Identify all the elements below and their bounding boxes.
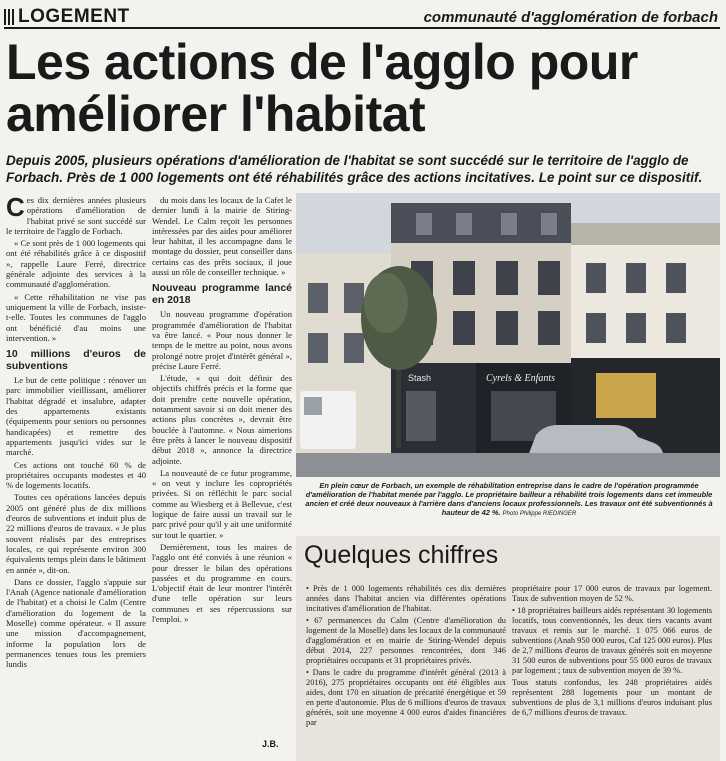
- paragraph: Dernièrement, tous les maires de l'agglo ont été conviés à une réunion « pour dresser le bilan des opérations passées et du programme en cours. L'objectif était de leur montrer l'intérêt d'une telle opération sur leurs communes et ses répercussions sur l'emploi. »: [152, 541, 292, 624]
- figure-item: propriétaire pour 17 000 euros de travaux par logement. Taux de subvention moyen de 52 %.: [512, 584, 712, 603]
- locale-label: communauté d'agglomération de forbach: [423, 9, 718, 26]
- rubric-marker: [4, 9, 14, 25]
- header-rule: [4, 27, 720, 29]
- paragraph: Ces dix dernières années plusieurs opérations d'amélioration de l'habitat privé se sont succédé sur le territoire de l'agglo de Forbach.: [6, 195, 146, 236]
- section-header: [4, 6, 720, 28]
- paragraph: Toutes ces opérations lancées depuis 2005 ont généré plus de dix millions d'euros de subventions et induit plus de 22 millions d'euros de travaux. « Je plus souvent réalisés par des entreprises locales, ce qui représente environ 300 équivalents temps plein dans le bâtiment en année », dit-on.: [6, 492, 146, 575]
- paragraph: Un nouveau programme d'opération programmée d'amélioration de l'habitat va être lancé. « Pour nous donner le temps de le mettre au point, nous avons prolongé notre projet d'intérêt général », précise Laure Ferré.: [152, 309, 292, 371]
- figure-item: • 67 permanences du Calm (Centre d'amélioration du logement de la Moselle) dans les locaux de la communauté d'agglomération et en mairie de Stiring-Wendel depuis début 2014, 227 personnes rencontrées, dont 346 propriétaires occupants et 31 propriétaires privés.: [306, 616, 506, 665]
- drop-cap: C: [6, 195, 25, 222]
- article-headline: Les actions de l'agglo pour améliorer l'habitat: [6, 34, 638, 142]
- building-illustration: [296, 193, 720, 477]
- paragraph: « Cette réhabilitation ne vise pas uniquement la ville de Forbach, insiste-t-elle. Toutes les communes de l'agglo ont bénéficié d'au moins une intervention. »: [6, 291, 146, 343]
- figure-item: Tous statuts confondus, les 248 propriétaires aidés représentent 288 logements pour un montant de subventions de plus de 3,1 millions d'euros induisant plus de 6,7 millions d'euros de travaux.: [512, 678, 712, 717]
- photo-caption: En plein cœur de Forbach, un exemple de réhabilitation entreprise dans le cadre de l'opération programmée d'amélioration de l'habitat menée par l'agglo. Le propriétaire bailleur a réhabilité trois logements dans cet immeuble ancien et créé deux nouveaux à l'arrière dans d'anciens locaux professionnels. Les travaux ont été subventionnés à hauteur de 42 %. Photo Philippe RIEDINGER: [305, 481, 713, 517]
- paragraph: L'étude, « qui doit définir des objectifs chiffrés précis et la forme que doit prendre cette nouvelle opération, notamment savoir si on doit mener des actions plus concrètes », devrait être bouclée à l'automne. « Nous aimerions être prêts à lancer le nouveau dispositif début 2018 », annonce la directrice adjointe.: [152, 373, 292, 466]
- figure-item: • Dans le cadre du programme d'intérêt général (2013 à 2016), 275 propriétaires occupants ont été éligibles aux aides, dont 170 en situation de précarité énergétique et 59 en perte d'autonomie. Plus de 6 millions d'euros de travaux générés, soit une moyenne 4 000 euros d'aides financières par: [306, 668, 506, 727]
- article-lede: Depuis 2005, plusieurs opérations d'amélioration de l'habitat se sont succédé sur le territoire de l'agglo de Forbach. Près de 1 000 logements ont été réhabilités grâce des actions incitatives. Le point sur ce dispositif.: [6, 153, 703, 185]
- key-figures-column-1: [306, 584, 506, 760]
- figure-item: • Près de 1 000 logements réhabilités ces dix dernières années dans l'habitat ancien via différentes opérations incitatives d'amélioration de l'habitat.: [306, 584, 506, 613]
- key-figures-box: [296, 536, 720, 761]
- article-column-2: [152, 195, 292, 751]
- key-figures-title: Quelques chiffres: [304, 541, 499, 569]
- figure-item: • 18 propriétaires bailleurs aidés représentant 30 logements locatifs, tous conventionnés, les deux tiers vacants avant travaux et remis sur le marché. 1 075 066 euros de subventions (Anah 950 000 euros, Caf 125 000 euros). Plus de 2,7 millions d'euros de travaux générés soit en moyenne 31 500 euros de subventions pour 55 000 euros de travaux par logement ; taux de subvention moyen de 39 %.: [512, 606, 712, 675]
- paragraph: Ces actions ont touché 60 % de propriétaires occupants modestes et 40 % de logements locatifs.: [6, 459, 146, 491]
- article-column-1: [6, 195, 146, 751]
- shop-sign-right: Cyrels & Enfants: [486, 373, 556, 384]
- paragraph: « Ce sont près de 1 000 logements qui ont été réhabilités grâce à ce dispositif », rappelle Laure Ferré, directrice générale adjointe des services à la communauté d'agglomération.: [6, 238, 146, 290]
- rubric-label: LOGEMENT: [18, 6, 130, 27]
- paragraph: Dans ce dossier, l'agglo s'appuie sur l'Anah (Agence nationale d'amélioration de l'habitat) et a choisi le Calm (Centre d'amélioration du logement de la Moselle) comme opérateur. « Il assure une mission d'accompagnement, informe la population lors de permanences tenues tous les premiers lundis: [6, 576, 146, 670]
- paragraph: du mois dans les locaux de la Cafet le dernier lundi à la mairie de Stiring-Wendel. Le Calm reçoit les personnes intéressées par des aides pour améliorer leur habitat, il les accompagne dans le montage du dossier, peut conseiller dans certains cas des prêts sociaux, il joue aussi un rôle de conseiller technique. »: [152, 195, 292, 278]
- photo-credit: Photo Philippe RIEDINGER: [502, 511, 577, 517]
- author-signature: J.B.: [262, 739, 279, 749]
- shop-sign-left: Stash: [408, 373, 432, 383]
- paragraph: Le but de cette politique : rénover un parc immobilier vieillissant, améliorer l'habitat dégradé et insalubre, adapter des appartements existants (équipements pour seniors ou personnes handicapées) et remettre des appartements jusqu'ici vides sur le marché.: [6, 375, 146, 458]
- paragraph: La nouveauté de ce futur programme, « on veut y inclure les copropriétés privées. Si on réfléchit le parc social comme au Wiesberg et à Bellevue, c'est logique de faire aussi un travail sur le parc privé pour qu'il y ait une uniformité sur tout le quartier. »: [152, 467, 292, 540]
- subheading: Nouveau programme lancé en 2018: [152, 282, 292, 307]
- subheading: 10 millions d'euros de subventions: [6, 348, 146, 373]
- key-figures-column-2: [512, 584, 712, 760]
- street-photo: [296, 193, 720, 477]
